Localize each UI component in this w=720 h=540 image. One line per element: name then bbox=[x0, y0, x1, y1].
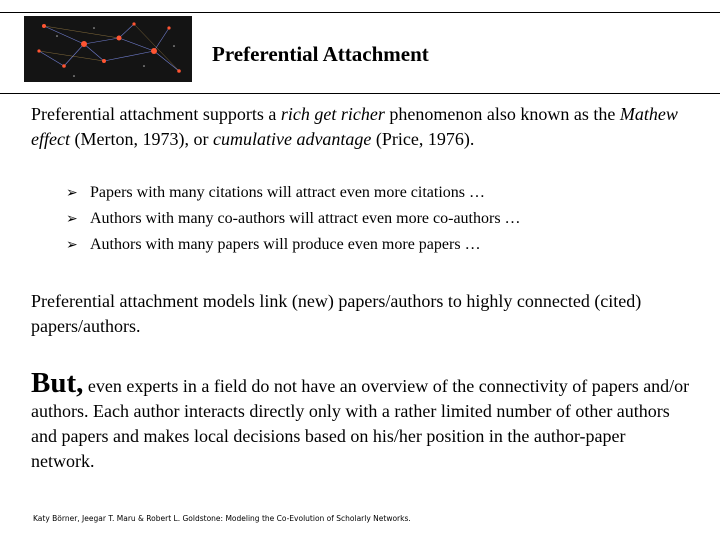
arrow-bullet-icon: ➢ bbox=[66, 237, 78, 253]
but-text: even experts in a field do not have an overview of the connectivity of papers and/or authors. Each author interacts directly only with a rather limited number of other authors and papers and makes local decisions based on his/her position in the author-paper network. bbox=[31, 376, 690, 471]
intro-paragraph bbox=[31, 102, 691, 152]
intro-em-mathew-effect: Mathew effect bbox=[31, 104, 678, 149]
bullet-text: Papers with many citations will attract even more citations … bbox=[90, 184, 486, 201]
arrow-bullet-icon: ➢ bbox=[66, 185, 78, 201]
intro-text-3: (Merton, 1973), or bbox=[69, 129, 213, 149]
bullet-item bbox=[66, 206, 521, 232]
but-paragraph bbox=[31, 367, 691, 474]
top-rule bbox=[0, 12, 720, 13]
slide-title: Preferential Attachment bbox=[212, 42, 429, 66]
header-rule bbox=[0, 93, 720, 94]
bullet-list bbox=[66, 180, 521, 258]
footer-citation: Katy Börner, Jeegar T. Maru & Robert L. Goldstone: Modeling the Co-Evolution of Scholarly Networks. bbox=[33, 514, 411, 523]
intro-text-4: (Price, 1976). bbox=[371, 129, 475, 149]
intro-em-cumulative-advantage: cumulative advantage bbox=[212, 129, 372, 149]
network-thumbnail-image bbox=[24, 16, 192, 82]
bullet-text: Authors with many co-authors will attract even more co-authors … bbox=[90, 210, 521, 227]
intro-em-rich-get-richer: rich get richer bbox=[280, 104, 385, 124]
intro-text-1: Preferential attachment supports a bbox=[31, 104, 281, 124]
but-word: But, bbox=[31, 367, 84, 399]
arrow-bullet-icon: ➢ bbox=[66, 211, 78, 227]
bullet-text: Authors with many papers will produce even more papers … bbox=[90, 236, 481, 253]
network-graphic bbox=[24, 16, 192, 82]
intro-text-2: phenomenon also known as the bbox=[384, 104, 620, 124]
models-paragraph: Preferential attachment models link (new) papers/authors to highly connected (cited) papers/authors. bbox=[31, 291, 642, 336]
bullet-item bbox=[66, 180, 521, 206]
bullet-item bbox=[66, 232, 521, 258]
